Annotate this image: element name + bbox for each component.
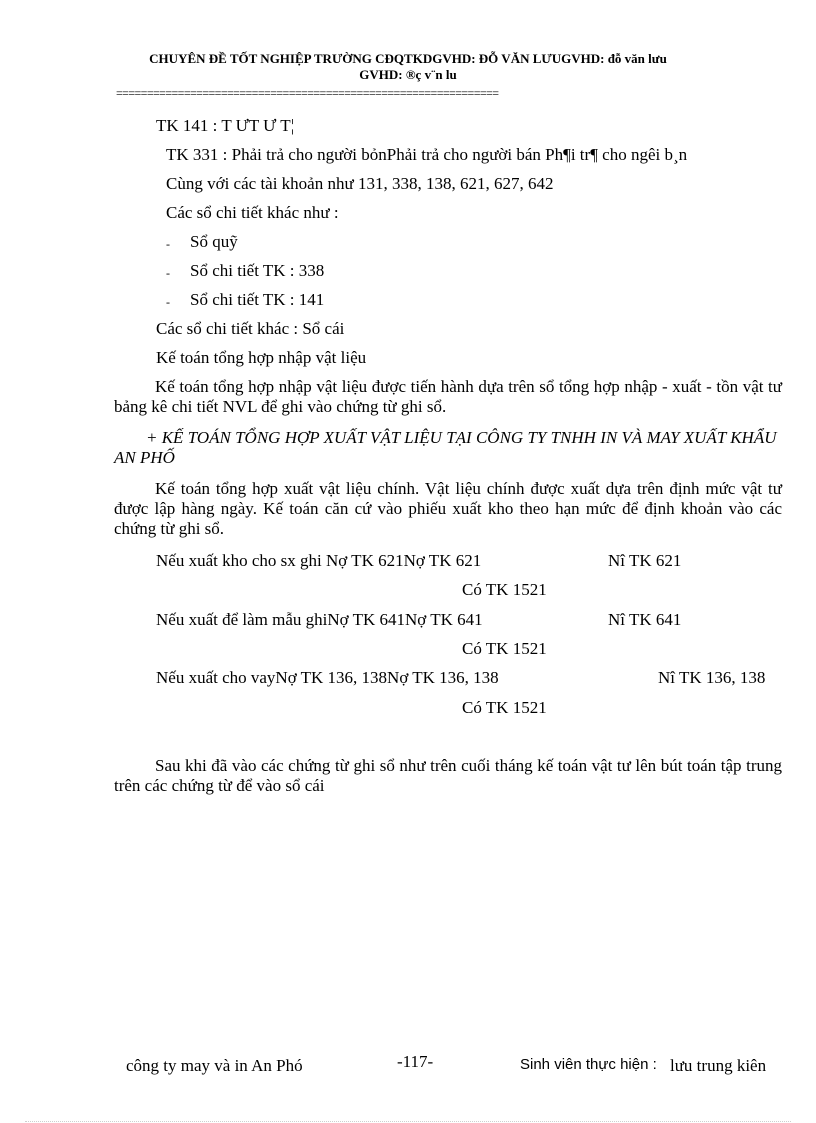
page-header-line1: CHUYÊN ĐỀ TỐT NGHIỆP TRƯỜNG CĐQTKDGVHD: ĐỖ VĂN LƯUGVHD: đỗ văn lưu xyxy=(149,51,667,66)
paragraph-export-text: Kế toán tổng hợp xuất vật liệu chính. Vật liệu chính được xuất dựa trên định mức vật tư được lập hàng ngày. Kế toán căn cứ vào phiếu xuất kho theo hạn mức để định khoản vào các chứng từ ghi sổ. xyxy=(114,479,782,538)
header-separator: ============================================================== xyxy=(116,86,499,100)
italic-heading xyxy=(114,428,782,468)
tk331-line: TK 331 : Phải trả cho người bỏnPhải trả cho người bán Ph¶i tr¶ cho ngêi b¸n xyxy=(166,145,688,164)
bullet-item: Sổ chi tiết TK : 141 xyxy=(190,290,325,309)
page-number: -117- xyxy=(397,1052,434,1071)
ledger-line: Các sổ chi tiết khác : Sổ cái xyxy=(156,319,345,338)
accounts-line: Cùng với các tài khoản như 131, 338, 138, 621, 627, 642 xyxy=(166,174,554,193)
paragraph-import-text: Kế toán tổng hợp nhập vật liệu được tiến hành dựa trên sổ tổng hợp nhập - xuất - tồn vật tư bảng kê chi tiết NVL để ghi vào chứng từ ghi sổ. xyxy=(114,377,782,416)
footer-company: công ty may và in An Phó xyxy=(126,1056,303,1075)
footer-student-label: Sinh viên thực hiện : xyxy=(520,1056,657,1073)
entry-credit: Có TK 1521 xyxy=(462,580,547,599)
entry-left: Nếu xuất cho vayNợ TK 136, 138Nợ TK 136, 138 xyxy=(156,668,499,687)
section-heading: Kế toán tổng hợp nhập vật liệu xyxy=(156,348,367,367)
paragraph-import xyxy=(114,377,782,417)
detail-books-heading: Các sổ chi tiết khác như : xyxy=(166,203,339,222)
paragraph-summary-text: Sau khi đã vào các chứng từ ghi sổ như trên cuối tháng kế toán vật tư lên bút toán tập trung trên các chứng từ để vào sổ cái xyxy=(114,756,782,795)
entry-right: Nî TK 621 xyxy=(608,551,682,570)
entry-credit: Có TK 1521 xyxy=(462,639,547,658)
bullet-item: Sổ chi tiết TK : 338 xyxy=(190,261,325,280)
bullet-dash-icon: ‐ xyxy=(166,295,170,309)
entry-left: Nếu xuất để làm mẫu ghiNợ TK 641Nợ TK 641 xyxy=(156,610,483,629)
paragraph-summary xyxy=(114,756,782,796)
italic-heading-text: + KẾ TOÁN TỔNG HỢP XUẤT VẬT LIỆU TẠI CÔNG TY TNHH IN VÀ MAY XUẤT KHẨU AN PHỐ xyxy=(114,428,777,467)
page-bottom-divider xyxy=(25,1121,791,1122)
entry-right: Nî TK 136, 138 xyxy=(658,668,766,687)
bullet-dash-icon: ‐ xyxy=(166,237,170,251)
footer-student-name: lưu trung kiên xyxy=(670,1056,767,1075)
tk141-line: TK 141 : T ƯT Ư T¦ xyxy=(156,116,295,135)
entry-credit: Có TK 1521 xyxy=(462,698,547,717)
bullet-item: Sổ quỹ xyxy=(190,232,238,251)
bullet-dash-icon: ‐ xyxy=(166,266,170,280)
entry-right: Nî TK 641 xyxy=(608,610,682,629)
paragraph-export xyxy=(114,479,782,539)
page-header-line2: GVHD: ®ç v¨n lu xyxy=(359,67,457,82)
entry-left: Nếu xuất kho cho sx ghi Nợ TK 621Nợ TK 621 xyxy=(156,551,482,570)
